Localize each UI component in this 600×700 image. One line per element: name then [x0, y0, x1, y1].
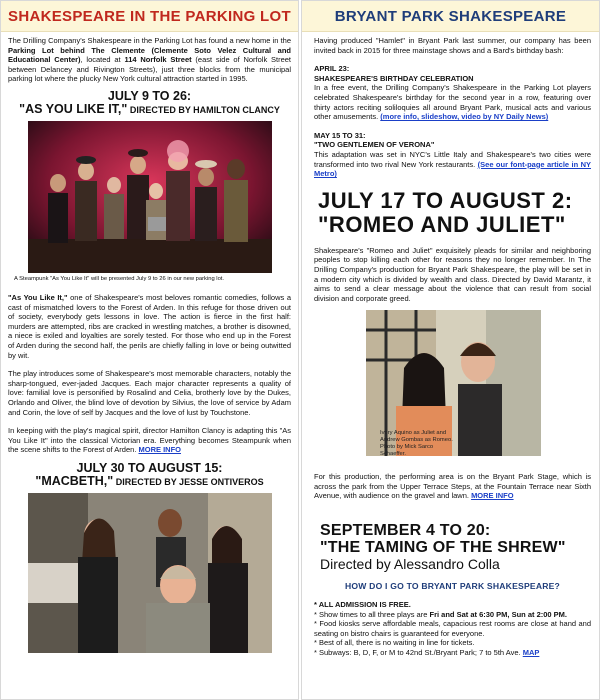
- left-header-band: [1, 1, 298, 32]
- show3-caption: Ivory Aquino as Juliet and Andrew Gombas as Romeo. Photo by Mick Sarco Schaeffer.: [380, 430, 453, 458]
- right-column: [301, 0, 600, 700]
- event2-article-link[interactable]: (See our font-page article in NY Metro): [314, 159, 591, 179]
- show3-title: "ROMEO AND JULIET": [318, 211, 566, 237]
- show4-director: Directed by Alessandro Colla: [320, 556, 500, 573]
- bryant-intro: Having produced "Hamlet" in Bryant Park last summer, our company has been invited back in 2015 for three mainstage shows and a Bard's birthday bash:: [314, 36, 591, 55]
- right-header: BRYANT PARK SHAKESPEARE: [334, 7, 567, 25]
- left-column: [0, 0, 299, 700]
- show1-title-line: [8, 103, 291, 117]
- show4-heading: [314, 522, 591, 572]
- show3-text: Shakespeare's "Romeo and Juliet" exquisitely pleads for similar and neighboring peoples to stop killing each other for reasons they no longer remember. In The Drilling Company's production for Bryant Park Shakespeare, the play will be set in a modern city which is divided by wealth and class. Directed by David Marantz, it aims to send a clear message about the violence that can result from social division and corporate greed.: [314, 245, 591, 303]
- howto-line5: [314, 648, 591, 658]
- show1-date: JULY 9 TO 26:: [107, 88, 192, 103]
- show3-more-info-link[interactable]: MORE INFO: [471, 491, 514, 501]
- howto-line4: * Best of all, there is no waiting in line for tickets.: [314, 638, 475, 648]
- show2-director: DIRECTED BY JESSE ONTIVEROS: [113, 476, 264, 487]
- intro-bold-1: Parking Lot behind The Clemente (Clemente Soto Velez Cultural and Educational Center): [8, 45, 291, 65]
- event1-body: In a free event, the Drilling Company's Shakespeare in the Parking Lot players celebrated Shakespeare's birthday for the second year in a row, featuring over thirty actors reciting soliloquies all around Bryant Park, musical acts and various other amusements.: [314, 83, 591, 122]
- event2: [314, 131, 591, 179]
- show1-para1: [8, 293, 291, 360]
- show1-heading: [8, 90, 291, 117]
- event1-title: SHAKESPEARE'S BIRTHDAY CELEBRATION: [314, 73, 474, 83]
- howto-showtimes: Fri and Sat at 6:30 PM, Sun at 2:00 PM.: [429, 609, 568, 619]
- show3-date: JULY 17 TO AUGUST 2:: [318, 187, 573, 213]
- show1-title: "AS YOU LIKE IT,": [19, 101, 128, 116]
- event2-text: [314, 150, 591, 179]
- map-link[interactable]: MAP: [522, 648, 540, 658]
- show1-caption: A Steampunk "As You Like It" will be presented July 9 to 26 in our new parking lot.: [14, 275, 225, 282]
- show2-title-line: [8, 475, 291, 489]
- left-header: SHAKESPEARE IN THE PARKING LOT: [8, 7, 291, 25]
- show1-para3-text: In keeping with the play's magical spirit, director Hamilton Clancy is adapting this "As You Like It" into the classical Victorian era. Everything becomes Steampunk when the scene shifts to the Forest of Arden.: [8, 426, 291, 455]
- show1-more-info-link[interactable]: MORE INFO: [138, 445, 181, 455]
- show2-date: JULY 30 TO AUGUST 15:: [76, 460, 223, 475]
- show1-para3: [8, 426, 291, 455]
- howto-line2: [314, 610, 591, 620]
- macbeth-photo-svg: [28, 493, 272, 653]
- event2-date: MAY 15 TO 31:: [314, 130, 366, 140]
- show1-para1-bold: "As You Like It,": [8, 292, 68, 302]
- right-header-band: [302, 1, 599, 32]
- as-you-like-it-photo: [28, 121, 272, 273]
- intro-text-2: , located at: [80, 55, 125, 65]
- howto-list: [314, 600, 591, 658]
- intro-bold-2: 114 Norfolk Street: [124, 55, 192, 65]
- macbeth-photo: [28, 493, 272, 653]
- howto-heading: HOW DO I GO TO BRYANT PARK SHAKESPEARE?: [344, 581, 561, 592]
- show1-para1-text: one of Shakespeare's most beloves romantic comedies, follows a cast of mismatched lovers to the Forest of Arden. In this refuge for those driven out of society, everybody gets lessons in love. The action is fierce in the first half: murders are attempted, ribs are cracked in wrestling matches, a brother is disowned, a niece is exiled and loyalties are sorely tested. For those who end up in the Forest of Arden during the second half, the perils are chiefly falling in love or being outwitted by wit.: [8, 292, 291, 360]
- event1-date: APRIL 23:: [314, 64, 350, 74]
- parking-lot-intro: [8, 36, 291, 84]
- show3-body2: For this production, the performing area is on the Bryant Park Stage, which is across the park from the Upper Terrace Steps, at the Fountain Terrace near Sixth Avenue, with audience on the gravel and lawn.: [314, 472, 591, 501]
- howto-admission: * ALL ADMISSION IS FREE.: [314, 600, 411, 610]
- event1-more-info-link[interactable]: (more info, slideshow, video by NY Daily News): [380, 112, 549, 122]
- show4-date: SEPTEMBER 4 TO 20:: [320, 522, 491, 540]
- show1-director: DIRECTED BY HAMILTON CLANCY: [127, 104, 280, 115]
- howto-subways: * Subways: B, D, F, or M to 42nd St./Bryant Park; 7 to 5th Ave.: [314, 648, 523, 658]
- howto-line3: * Food kiosks serve affordable meals, capacious rest rooms are close at hand and seating on bistro chairs is guaranteed for everyone.: [314, 619, 591, 638]
- show3-text2: [314, 472, 591, 501]
- show2-title: "MACBETH,": [35, 473, 114, 488]
- event1: [314, 64, 591, 122]
- event1-text: [314, 83, 591, 121]
- event2-title: "TWO GENTLEMEN OF VERONA": [314, 140, 435, 150]
- as-you-like-it-photo-svg: [28, 121, 272, 273]
- howto-line1: [314, 600, 591, 610]
- howto-showtimes-label: * Show times to all three plays are: [314, 609, 430, 619]
- show3-heading: [314, 189, 591, 237]
- show2-heading: [8, 462, 291, 489]
- show4-title: "THE TAMING OF THE SHREW": [320, 539, 566, 557]
- intro-text-3: (east side of Norfolk Street between Delancey and Rivington Streets), just three blocks from the municipal parking lot where the plucky New York cultural attraction started in 1995.: [8, 55, 292, 84]
- event2-body: This adaptation was set in NYC's Little Italy and Shakespeare's two cities were transformed into two rival New York restaurants.: [314, 149, 591, 169]
- intro-text-1: The Drilling Company's Shakespeare in the Parking Lot has found a new home in the: [8, 36, 291, 45]
- show1-para2: The play introduces some of Shakespeare's most memorable characters, notably the sharp-tongued, ever-jaded Jacques. Each major character represents a quality of love: familial love is personified by Rosalind and Celia, brotherly love by the Dukes, Orlando and Oliver, the blind love of devotion by Silvius, the love of service by Adam and Corin, the love of self by Jacques and the love of lust by Touchstone.: [8, 369, 291, 417]
